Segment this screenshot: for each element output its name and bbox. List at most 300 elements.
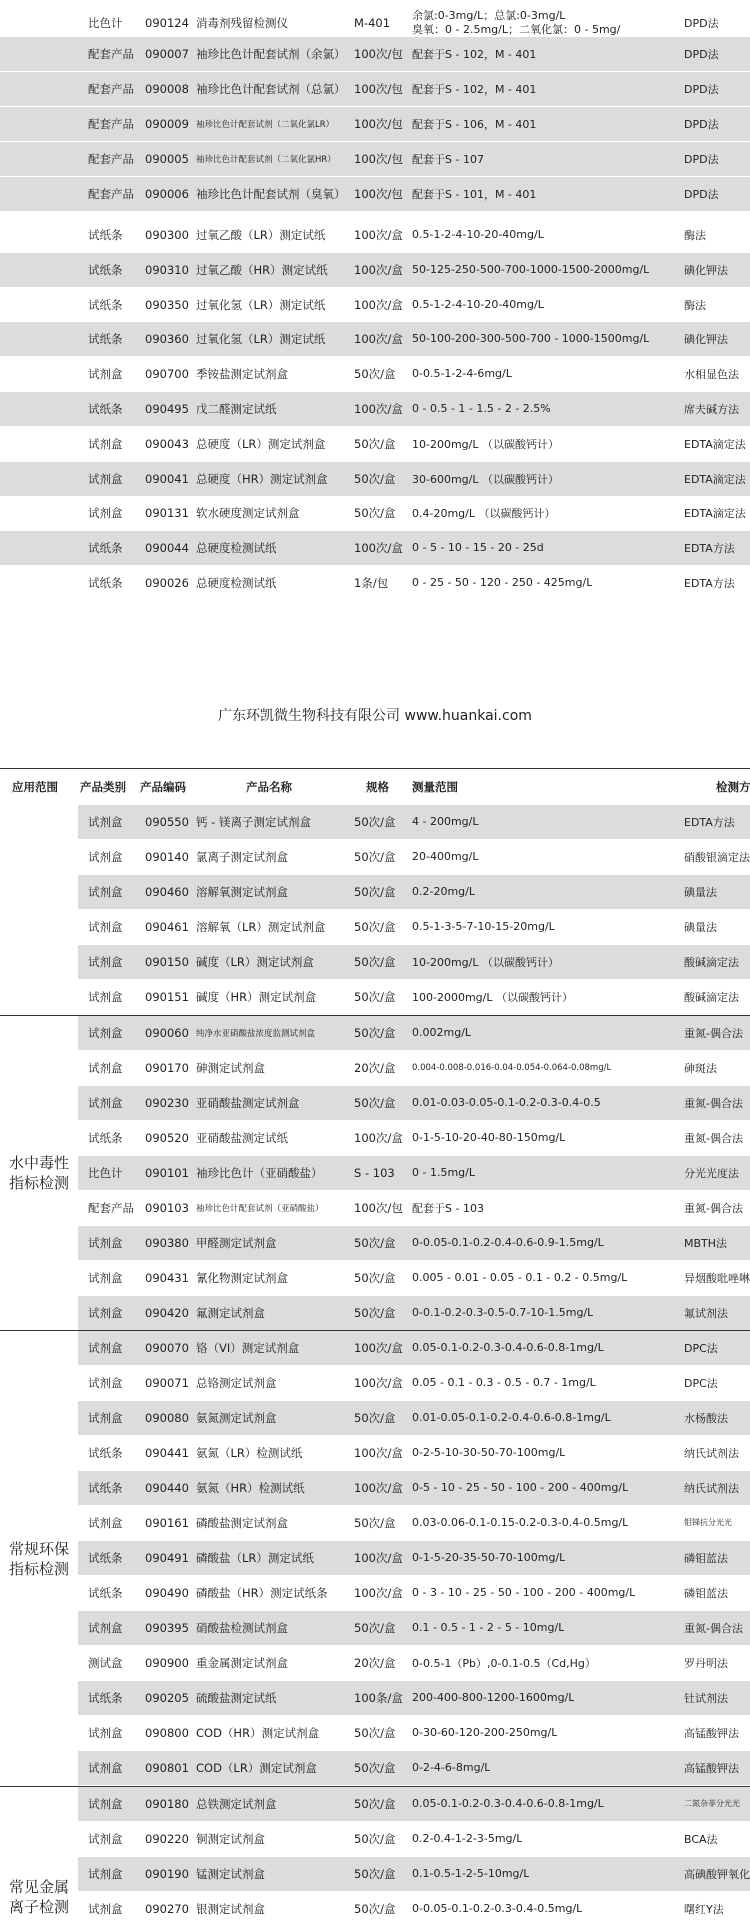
measurement-range: 0.01-0.03-0.05-0.1-0.2-0.3-0.4-0.5: [412, 1096, 601, 1110]
measurement-range: 0.2-0.4-1-2-3-5mg/L: [412, 1832, 523, 1846]
product-spec: 50次/盒: [354, 1760, 396, 1775]
measurement-range: 配套于S - 101，M - 401: [412, 187, 537, 201]
product-type: 试剂盒: [88, 1305, 123, 1320]
detection-method: BCA法: [684, 1832, 718, 1846]
product-spec: 50次/盒: [354, 1515, 396, 1530]
product-spec: S - 103: [354, 1165, 395, 1180]
detection-method: DPC法: [684, 1376, 718, 1390]
detection-method: EDTA方法: [684, 576, 735, 590]
product-spec: 100次/盒: [354, 1480, 403, 1495]
product-type: 试纸条: [88, 1585, 123, 1600]
table-row: [0, 1051, 750, 1086]
product-name: 磷酸盐测定试剂盒: [196, 1515, 288, 1530]
detection-method: DPD法: [684, 152, 719, 166]
product-spec: 50次/盒: [354, 989, 396, 1004]
product-name: 氨氮（LR）检测试纸: [196, 1445, 303, 1460]
measurement-range: 50-125-250-500-700-1000-1500-2000mg/L: [412, 263, 650, 277]
product-type: 配套产品: [88, 186, 134, 201]
detection-method: 分光光度法: [684, 1166, 739, 1180]
detection-method: 氟试剂法: [684, 1306, 728, 1320]
product-name: 消毒剂残留检测仪: [196, 15, 288, 30]
measurement-range: 0-2-5-10-30-50-70-100mg/L: [412, 1446, 566, 1460]
measurement-range: 配套于S - 103: [412, 1201, 484, 1215]
scope-label-line: 指标检测: [8, 1174, 69, 1192]
table-row: [0, 1541, 750, 1576]
detection-method: 碘化钾法: [684, 263, 728, 277]
product-code: 090007: [145, 46, 189, 61]
product-code: 090550: [145, 814, 189, 829]
product-spec: 100条/盒: [354, 1690, 403, 1705]
detection-method: MBTH法: [684, 1236, 728, 1250]
product-name: 总硬度（HR）测定试剂盒: [196, 471, 328, 486]
table-row: [0, 980, 750, 1015]
product-name: 锰测定试剂盒: [196, 1866, 265, 1881]
detection-method: 重氮-偶合法: [684, 1201, 743, 1215]
table-row: [0, 1787, 750, 1822]
detection-method: 高碘酸钾氧化: [684, 1867, 750, 1881]
product-spec: 1条/包: [354, 575, 389, 590]
product-type: 配套产品: [88, 116, 134, 131]
table-row: [0, 1261, 750, 1296]
product-code: 090220: [145, 1831, 189, 1846]
product-code: 090801: [145, 1760, 189, 1775]
product-code: 090150: [145, 954, 189, 969]
table-row: [0, 1646, 750, 1681]
product-code: 090380: [145, 1235, 189, 1250]
detection-method: 碘量法: [684, 885, 717, 899]
product-code: 090700: [145, 366, 189, 381]
product-type: 试剂盒: [88, 1831, 123, 1846]
measurement-range: 0-1-5-20-35-50-70-100mg/L: [412, 1551, 566, 1565]
product-name: 总铁测定试剂盒: [196, 1796, 277, 1811]
product-code: 090440: [145, 1480, 189, 1495]
product-spec: 100次/盒: [354, 1340, 403, 1355]
table-row: [0, 1681, 750, 1716]
product-code: 090520: [145, 1130, 189, 1145]
scope-label-line: 常见金属: [8, 1878, 69, 1896]
product-type: 试剂盒: [88, 1235, 123, 1250]
detection-method: 异烟酸吡唑啉: [684, 1271, 750, 1285]
measurement-range: 0.05-0.1-0.2-0.3-0.4-0.6-0.8-1mg/L: [412, 1341, 604, 1355]
product-type: 试剂盒: [88, 1866, 123, 1881]
table-row: [0, 462, 750, 497]
product-name: 铜测定试剂盒: [196, 1831, 265, 1846]
product-type: 配套产品: [88, 46, 134, 61]
detection-method: EDTA方法: [684, 815, 735, 829]
product-code: 090350: [145, 297, 189, 312]
product-name: 袖珍比色计配套试剂（二氧化氯LR）: [196, 119, 335, 130]
detection-method: 酸碱滴定法: [684, 955, 739, 969]
product-code: 090460: [145, 884, 189, 899]
product-code: 090005: [145, 151, 189, 166]
measurement-range: 0.01-0.05-0.1-0.2-0.4-0.6-0.8-1mg/L: [412, 1411, 611, 1425]
product-code: 090103: [145, 1200, 189, 1215]
product-type: 试纸条: [88, 575, 123, 590]
product-spec: 50次/盒: [354, 1725, 396, 1740]
product-spec: 100次/盒: [354, 1585, 403, 1600]
group-divider: [0, 1330, 750, 1331]
product-type: 试剂盒: [88, 471, 123, 486]
product-name: 袖珍比色计配套试剂（臭氧）: [196, 186, 346, 201]
product-code: 090131: [145, 505, 189, 520]
product-spec: 50次/盒: [354, 1235, 396, 1250]
product-spec: 50次/盒: [354, 1095, 396, 1110]
table-row: [0, 840, 750, 875]
product-name: 袖珍比色计配套试剂（总氯）: [196, 81, 346, 96]
product-type: 试剂盒: [88, 505, 123, 520]
product-name: 总硬度（LR）测定试剂盒: [196, 436, 326, 451]
detection-method: 水相显色法: [684, 367, 739, 381]
measurement-range: 0.1-0.5-1-2-5-10mg/L: [412, 1867, 530, 1881]
detection-method: EDTA滴定法: [684, 437, 746, 451]
measurement-range: 0.4-20mg/L （以碳酸钙计）: [412, 506, 556, 520]
table-row: [0, 72, 750, 107]
product-code: 090008: [145, 81, 189, 96]
header-scope: 应用范围: [12, 780, 58, 794]
header-range: 测量范围: [412, 780, 458, 794]
product-spec: 100次/盒: [354, 1550, 403, 1565]
detection-method: 砷斑法: [684, 1061, 717, 1075]
table-row: [0, 1892, 750, 1927]
product-code: 090190: [145, 1866, 189, 1881]
product-code: 090070: [145, 1340, 189, 1355]
product-spec: 50次/盒: [354, 1831, 396, 1846]
product-spec: 20次/盒: [354, 1060, 396, 1075]
table-row: [0, 875, 750, 910]
range-line-1: 余氯:0-3mg/L；总氯:0-3mg/L: [412, 8, 566, 22]
product-name: 季铵盐测定试剂盒: [196, 366, 288, 381]
product-code: 090044: [145, 540, 189, 555]
table-header: [0, 768, 750, 806]
product-name: 总铬测定试剂盒: [196, 1375, 277, 1390]
table-row: [0, 322, 750, 357]
table-row: [0, 1226, 750, 1261]
product-spec: 100次/包: [354, 116, 403, 131]
product-type: 试剂盒: [88, 1725, 123, 1740]
product-spec: 50次/盒: [354, 471, 396, 486]
product-name: 戊二醛测定试纸: [196, 401, 277, 416]
product-name: 过氧化氢（LR）测定试纸: [196, 297, 326, 312]
product-code: 090180: [145, 1796, 189, 1811]
product-code: 090360: [145, 331, 189, 346]
product-name: 硫酸盐测定试纸: [196, 1690, 277, 1705]
detection-method: 纳氏试剂法: [684, 1481, 739, 1495]
product-name: 银测定试剂盒: [196, 1901, 265, 1916]
detection-method: DPD法: [684, 82, 719, 96]
product-code: 090230: [145, 1095, 189, 1110]
product-type: 试剂盒: [88, 1760, 123, 1775]
product-type: 试剂盒: [88, 919, 123, 934]
group-divider: [0, 1786, 750, 1787]
measurement-range: 0.03-0.06-0.1-0.15-0.2-0.3-0.4-0.5mg/L: [412, 1516, 629, 1530]
scope-label-toxic: [0, 1153, 78, 1193]
detection-method: 磷钼蓝法: [684, 1551, 728, 1565]
product-type: 试纸条: [88, 331, 123, 346]
table-row: [0, 6, 750, 41]
product-spec: 50次/盒: [354, 814, 396, 829]
measurement-range: 0.5-1-2-4-10-20-40mg/L: [412, 228, 544, 242]
product-code: 090140: [145, 849, 189, 864]
product-spec: 50次/盒: [354, 1901, 396, 1916]
table-row: [0, 177, 750, 212]
product-code: 090420: [145, 1305, 189, 1320]
measurement-range: 0.5-1-2-4-10-20-40mg/L: [412, 298, 544, 312]
measurement-range: 50-100-200-300-500-700 - 1000-1500mg/L: [412, 332, 650, 346]
measurement-range: 0 - 25 - 50 - 120 - 250 - 425mg/L: [412, 576, 593, 590]
measurement-range: 20-400mg/L: [412, 850, 479, 864]
product-spec: 50次/盒: [354, 366, 396, 381]
product-spec: 50次/盒: [354, 1025, 396, 1040]
product-type: 试纸条: [88, 1690, 123, 1705]
product-code: 090009: [145, 116, 189, 131]
measurement-range: 0.004-0.008-0.016-0.04-0.054-0.064-0.08mg/L: [412, 1062, 612, 1073]
product-type: 试剂盒: [88, 1340, 123, 1355]
detection-method: EDTA方法: [684, 541, 735, 555]
product-name: 碱度（HR）测定试剂盒: [196, 989, 317, 1004]
product-name: 磷酸盐（LR）测定试纸: [196, 1550, 314, 1565]
measurement-range: 0.5-1-3-5-7-10-15-20mg/L: [412, 920, 555, 934]
measurement-range: 0-30-60-120-200-250mg/L: [412, 1726, 558, 1740]
table-row: [0, 1366, 750, 1401]
product-code: 090270: [145, 1901, 189, 1916]
detection-method: 纳氏试剂法: [684, 1446, 739, 1460]
product-spec: 100次/盒: [354, 540, 403, 555]
product-type: 试剂盒: [88, 1060, 123, 1075]
product-name: 纯净水亚硝酸盐浓度监测试剂盒: [196, 1028, 316, 1039]
measurement-range: 0.05-0.1-0.2-0.3-0.4-0.6-0.8-1mg/L: [412, 1797, 604, 1811]
product-name: 袖珍比色计配套试剂（余氯）: [196, 46, 346, 61]
header-spec: 规格: [366, 780, 389, 794]
measurement-range: 配套于S - 107: [412, 152, 484, 166]
table-row: [0, 1857, 750, 1892]
product-code: 090041: [145, 471, 189, 486]
product-type: 比色计: [88, 1165, 123, 1180]
product-type: 试剂盒: [88, 814, 123, 829]
product-code: 090080: [145, 1410, 189, 1425]
detection-method: DPD法: [684, 187, 719, 201]
product-type: 试纸条: [88, 297, 123, 312]
product-spec: 100次/盒: [354, 331, 403, 346]
product-type: 测试盒: [88, 1655, 123, 1670]
product-type: 试纸条: [88, 1445, 123, 1460]
measurement-range: 0.005 - 0.01 - 0.05 - 0.1 - 0.2 - 0.5mg/L: [412, 1271, 628, 1285]
detection-method: 二氮杂菲分光光: [684, 1799, 740, 1809]
product-code: 090124: [145, 15, 189, 30]
product-type: 试剂盒: [88, 849, 123, 864]
detection-method: 重氮-偶合法: [684, 1131, 743, 1145]
table-row: [0, 1471, 750, 1506]
product-name: 溶解氧测定试剂盒: [196, 884, 288, 899]
product-name: 袖珍比色计配套试剂（亚硝酸盐）: [196, 1203, 324, 1214]
product-name: 总硬度检测试纸: [196, 575, 277, 590]
table-row: [0, 1611, 750, 1646]
detection-method: 水杨酸法: [684, 1411, 728, 1425]
product-code: 090043: [145, 436, 189, 451]
product-type: 试剂盒: [88, 366, 123, 381]
table-row: [0, 1331, 750, 1366]
product-name: 溶解氧（LR）测定试剂盒: [196, 919, 326, 934]
header-code: 产品编码: [140, 780, 186, 794]
product-spec: M-401: [354, 15, 391, 30]
product-type: 试剂盒: [88, 1796, 123, 1811]
product-name: 过氧乙酸（LR）测定试纸: [196, 227, 326, 242]
product-spec: 50次/盒: [354, 884, 396, 899]
product-spec: 100次/盒: [354, 227, 403, 242]
measurement-range: 0 - 3 - 10 - 25 - 50 - 100 - 200 - 400mg/L: [412, 1586, 636, 1600]
detection-method: 碘量法: [684, 920, 717, 934]
product-code: 090205: [145, 1690, 189, 1705]
measurement-range: 0.05 - 0.1 - 0.3 - 0.5 - 0.7 - 1mg/L: [412, 1376, 596, 1390]
product-type: 试剂盒: [88, 1620, 123, 1635]
measurement-range: 0-0.1-0.2-0.3-0.5-0.7-10-1.5mg/L: [412, 1306, 594, 1320]
detection-method: 重氮-偶合法: [684, 1026, 743, 1040]
product-spec: 100次/盒: [354, 262, 403, 277]
product-spec: 50次/盒: [354, 1796, 396, 1811]
detection-method: DPC法: [684, 1341, 718, 1355]
product-type: 配套产品: [88, 1200, 134, 1215]
product-spec: 100次/包: [354, 186, 403, 201]
product-spec: 50次/盒: [354, 1270, 396, 1285]
product-name: 氨氮（HR）检测试纸: [196, 1480, 305, 1495]
product-name: 亚硝酸盐测定试纸: [196, 1130, 288, 1145]
product-code: 090800: [145, 1725, 189, 1740]
product-type: 试纸条: [88, 1130, 123, 1145]
product-spec: 50次/盒: [354, 1305, 396, 1320]
product-name: 磷酸盐（HR）测定试纸条: [196, 1585, 328, 1600]
scope-label-line: 常规环保: [8, 1540, 69, 1558]
product-type: 试剂盒: [88, 1025, 123, 1040]
table-row: [0, 218, 750, 253]
table-row: [0, 1751, 750, 1786]
product-code: 090151: [145, 989, 189, 1004]
table-row: [0, 496, 750, 531]
table-row: [0, 37, 750, 72]
product-name: 袖珍比色计（亚硝酸盐）: [196, 1165, 323, 1180]
scope-cell-group-4: [0, 1787, 78, 1920]
scope-cell-group-3: [0, 1331, 78, 1786]
detection-method: 高锰酸钾法: [684, 1761, 739, 1775]
scope-label-environment: [0, 1539, 78, 1579]
table-row: [0, 1716, 750, 1751]
measurement-range: 0 - 1.5mg/L: [412, 1166, 475, 1180]
product-name: 亚硝酸盐测定试剂盒: [196, 1095, 300, 1110]
product-code: 090495: [145, 401, 189, 416]
measurement-range: 配套于S - 102，M - 401: [412, 47, 537, 61]
product-name: 过氧乙酸（HR）测定试纸: [196, 262, 328, 277]
product-spec: 100次/盒: [354, 1445, 403, 1460]
product-type: 试剂盒: [88, 884, 123, 899]
detection-method: 酸碱滴定法: [684, 990, 739, 1004]
product-spec: 50次/盒: [354, 1410, 396, 1425]
product-code: 090900: [145, 1655, 189, 1670]
product-code: 090101: [145, 1165, 189, 1180]
measurement-range: 100-2000mg/L （以碳酸钙计）: [412, 990, 573, 1004]
table-row: [0, 142, 750, 177]
product-type: 试纸条: [88, 1550, 123, 1565]
header-name: 产品名称: [246, 780, 292, 794]
product-code: 090431: [145, 1270, 189, 1285]
table-row: [0, 805, 750, 840]
product-spec: 50次/盒: [354, 849, 396, 864]
table-row: [0, 1506, 750, 1541]
table-row: [0, 107, 750, 142]
header-type: 产品类别: [80, 780, 126, 794]
product-spec: 50次/盒: [354, 1620, 396, 1635]
product-name: 甲醛测定试剂盒: [196, 1235, 277, 1250]
scope-label-line: 水中毒性: [8, 1154, 69, 1172]
table-row: [0, 1576, 750, 1611]
product-code: 090490: [145, 1585, 189, 1600]
scope-cell-group-1: [0, 805, 78, 1015]
measurement-range: 配套于S - 102，M - 401: [412, 82, 537, 96]
detection-method: 重氮-偶合法: [684, 1096, 743, 1110]
detection-method: 曙红Y法: [684, 1902, 724, 1916]
scope-label-line: 离子检测: [8, 1898, 69, 1916]
product-type: 配套产品: [88, 151, 134, 166]
detection-method: EDTA滴定法: [684, 472, 746, 486]
product-type: 配套产品: [88, 81, 134, 96]
product-type: 试剂盒: [88, 954, 123, 969]
measurement-range: 0-2-4-6-8mg/L: [412, 1761, 491, 1775]
table-row: [0, 1296, 750, 1331]
product-code: 090161: [145, 1515, 189, 1530]
product-name: COD（LR）测定试剂盒: [196, 1760, 317, 1775]
product-spec: 50次/盒: [354, 919, 396, 934]
measurement-range: 10-200mg/L （以碳酸钙计）: [412, 955, 559, 969]
product-type: 试纸条: [88, 262, 123, 277]
product-type: 试剂盒: [88, 1410, 123, 1425]
table-row: [0, 1121, 750, 1156]
product-name: 碱度（LR）测定试剂盒: [196, 954, 314, 969]
measurement-range: 0-5 - 10 - 25 - 50 - 100 - 200 - 400mg/L: [412, 1481, 629, 1495]
scope-label-metal: [0, 1877, 78, 1917]
product-type: 试剂盒: [88, 1901, 123, 1916]
product-spec: 100次/盒: [354, 297, 403, 312]
scope-cell-group-2: [0, 1016, 78, 1330]
range-line-2: 臭氧：0 - 2.5mg/L；二氧化氯：0 - 5mg/: [412, 22, 621, 36]
table-row: [0, 1436, 750, 1471]
detection-method: DPD法: [684, 117, 719, 131]
product-spec: 100次/包: [354, 81, 403, 96]
group-divider: [0, 1015, 750, 1016]
product-code: 090310: [145, 262, 189, 277]
product-spec: 50次/盒: [354, 436, 396, 451]
product-type: 试纸条: [88, 1480, 123, 1495]
product-spec: 100次/包: [354, 1200, 403, 1215]
product-name: 砷测定试剂盒: [196, 1060, 265, 1075]
measurement-range: 0-1-5-10-20-40-80-150mg/L: [412, 1131, 566, 1145]
table-row: [0, 392, 750, 427]
product-code: 090071: [145, 1375, 189, 1390]
product-type: 试剂盒: [88, 1515, 123, 1530]
product-name: 氨氮测定试剂盒: [196, 1410, 277, 1425]
product-type: 试剂盒: [88, 1095, 123, 1110]
table-row: [0, 566, 750, 601]
product-code: 090006: [145, 186, 189, 201]
product-spec: 50次/盒: [354, 1866, 396, 1881]
product-type: 比色计: [88, 15, 123, 30]
product-spec: 100次/包: [354, 151, 403, 166]
product-spec: 100次/盒: [354, 401, 403, 416]
product-spec: 50次/盒: [354, 505, 396, 520]
measurement-range: 0.002mg/L: [412, 1026, 472, 1040]
product-code: 090300: [145, 227, 189, 242]
product-name: 硝酸盐检测试剂盒: [196, 1620, 288, 1635]
table-row: [0, 910, 750, 945]
product-type: 试剂盒: [88, 1375, 123, 1390]
detection-method: 席夫碱方法: [684, 402, 739, 416]
product-type: 试剂盒: [88, 436, 123, 451]
